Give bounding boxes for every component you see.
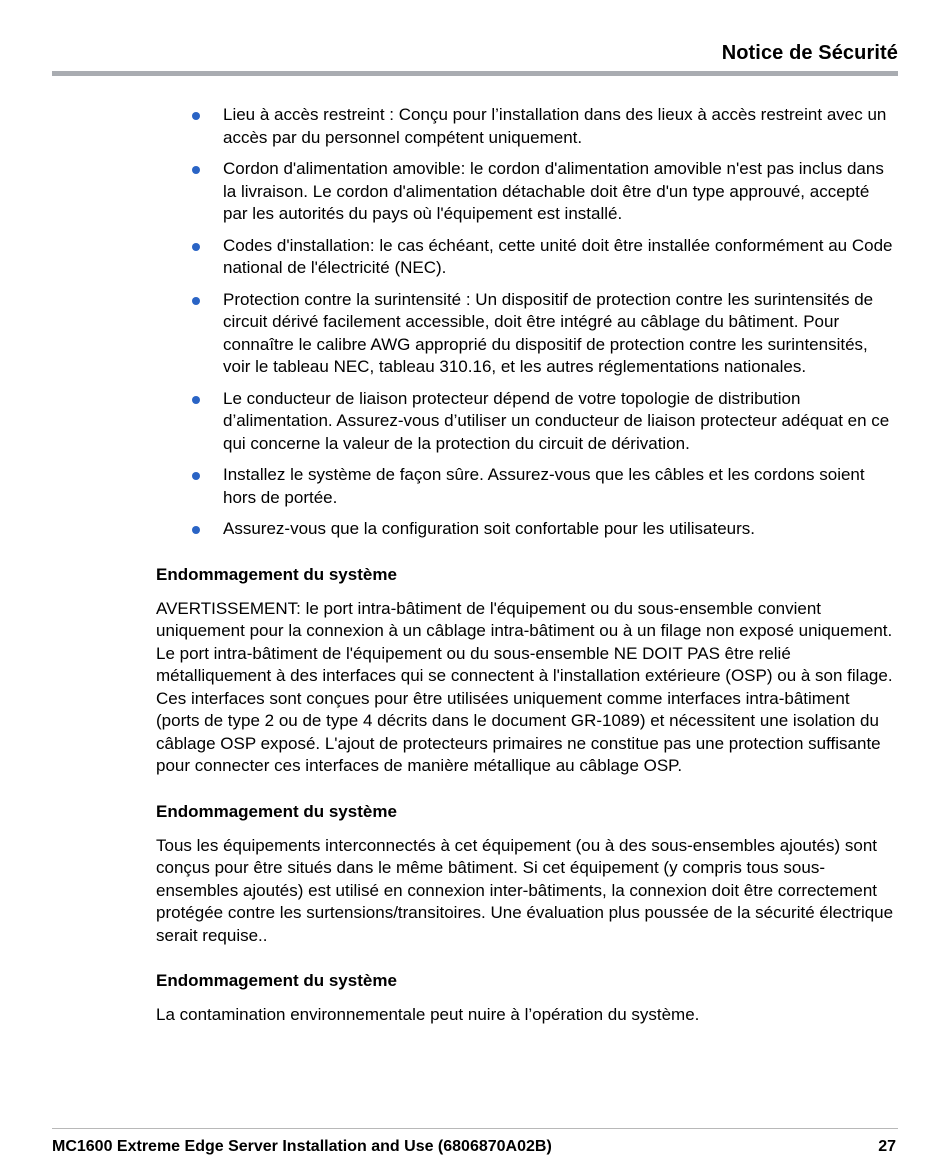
section-body: AVERTISSEMENT: le port intra-bâtiment de l'équipement ou du sous-ensemble convient uniquement pour la connexion à un câblage intra-bâtiment ou à un filage non exposé uniquement. Le port intra-bâtiment de l'équipement ou du sous-ensemble NE DOIT PAS être relié métalliquement à des interfaces qui se connectent à l'installation extérieure (OSP) ou à son filage. Ces interfaces sont conçues pour être utilisées uniquement comme interfaces intra-bâtiment (ports de type 2 ou de type 4 décrits dans le document GR-1089) et nécessitent une isolation du câblage OSP exposé. L'ajout de protecteurs primaires ne constitue pas une protection suffisante pour connecter ces interfaces de manière métallique au câblage OSP. [156, 598, 893, 775]
footer-page-number: 27 [878, 1138, 896, 1155]
safety-bullet-list [156, 104, 896, 541]
list-item [156, 104, 896, 149]
header-divider [52, 71, 898, 76]
list-item [156, 518, 896, 541]
bullet-icon [192, 243, 200, 251]
list-item [156, 464, 896, 509]
section-body: Tous les équipements interconnectés à cet équipement (ou à des sous-ensembles ajoutés) sont conçus pour être situés dans le même bâtiment. Si cet équipement (y compris tous sous-ensembles ajoutés) est utilisé en connexion inter-bâtiments, la connexion doit être correctement protégée contre les surtensions/transitoires. Une évaluation plus poussée de la sécurité électrique serait requise.. [156, 835, 894, 945]
section-heading: Endommagement du système [156, 564, 397, 584]
bullet-text: Installez le système de façon sûre. Assurez-vous que les câbles et les cordons soient hors de portée. [223, 465, 865, 507]
section-heading: Endommagement du système [156, 801, 397, 821]
bullet-text: Lieu à accès restreint : Conçu pour l’installation dans des lieux à accès restreint avec un accès par du personnel compétent uniquement. [223, 105, 887, 147]
bullet-text: Assurez-vous que la configuration soit confortable pour les utilisateurs. [223, 519, 756, 538]
bullet-icon [192, 166, 200, 174]
bullet-icon [192, 297, 200, 305]
list-item [156, 388, 896, 456]
section-heading: Endommagement du système [156, 971, 397, 990]
page-content [156, 104, 896, 1027]
bullet-icon [192, 396, 200, 404]
bullet-text: Codes d'installation: le cas échéant, cette unité doit être installée conformément au Code national de l'électricité (NEC). [223, 235, 893, 277]
page-header-title: Notice de Sécurité [721, 42, 898, 64]
list-item [156, 289, 896, 379]
footer-doc-title: MC1600 Extreme Edge Server Installation and Use (6806870A02B) [52, 1138, 552, 1155]
footer-divider [52, 1128, 898, 1129]
bullet-text: Le conducteur de liaison protecteur dépend de votre topologie de distribution d’alimentation. Assurez-vous d’utiliser un conducteur de liaison protecteur adéquat en ce qui concerne la valeur de la protection du circuit de dérivation. [223, 388, 890, 453]
section-body: La contamination environnementale peut nuire à l’opération du système. [156, 1005, 700, 1024]
bullet-icon [192, 472, 200, 480]
bullet-icon [192, 112, 200, 120]
list-item [156, 158, 896, 226]
bullet-icon [192, 526, 200, 534]
bullet-text: Protection contre la surintensité : Un dispositif de protection contre les surintensités de circuit dérivé facilement accessible, doit être intégré au câblage du bâtiment. Pour connaître le calibre AWG approprié du dispositif de protection contre les surintensités, voir le tableau NEC, tableau 310.16, et les autres réglementations nationales. [223, 289, 874, 376]
list-item [156, 235, 896, 280]
bullet-text: Cordon d'alimentation amovible: le cordon d'alimentation amovible n'est pas inclus dans la livraison. Le cordon d'alimentation détachable doit être d'un type approuvé, accepté par les autorités du pays où l'équipement est installé. [223, 159, 884, 223]
